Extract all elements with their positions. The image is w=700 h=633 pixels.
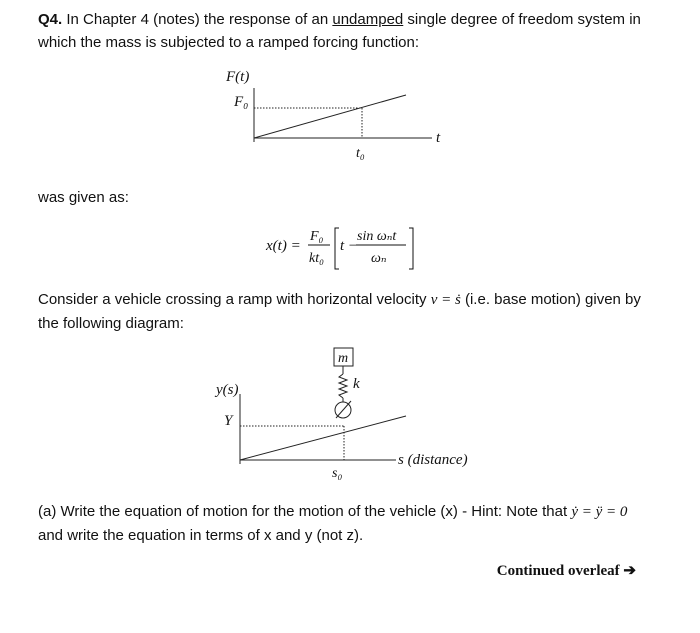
velocity-expression: v = ṡ: [430, 292, 461, 308]
fig1-x-axis-label: t: [436, 130, 441, 146]
fig1-y-label: F(t): [226, 69, 250, 85]
continued-overleaf-note: Continued overleaf ➔: [496, 563, 636, 579]
response-equation: [260, 222, 430, 274]
part-a-text: (a) Write the equation of motion for the motion of the vehicle (x) - Hint: Note that ẏ = ÿ = 0 and write the equation in terms of x and y (not z).: [38, 503, 628, 544]
eq-sin-den: ωₙ: [371, 251, 387, 266]
eq-lhs: x(t) =: [266, 238, 301, 254]
ramp-force-figure: [210, 60, 470, 175]
right-arrow-icon: ➔: [623, 563, 636, 579]
eq-t-term: t −: [340, 238, 359, 254]
fig1-ramp-line: [254, 95, 406, 138]
underlined-word: undamped: [332, 11, 404, 28]
eq-left-bracket: [335, 228, 339, 269]
fig1-level-label: F₀: [234, 94, 249, 110]
fig2-ramp-line: [240, 416, 406, 460]
mass-label: m: [338, 351, 349, 366]
eq-sin-num: sin ωₙt: [357, 229, 397, 244]
fig2-tick-label: s₀: [332, 466, 343, 481]
fig1-tick-label: t₀: [356, 146, 365, 161]
fig2-x-axis-label: s (distance): [398, 452, 468, 468]
fig2-level-label: Y: [224, 413, 233, 429]
question-text: Q4. In Chapter 4 (notes) the response of an undamped single degree of freedom system in which the mass is subjected to a ramped forcing function:: [38, 11, 641, 51]
eq-den: kt₀: [309, 251, 324, 266]
spring-zigzag: [339, 374, 347, 398]
consider-text: Consider a vehicle crossing a ramp with horizontal velocity v = ṡ (i.e. base motion) given by the following diagram:: [38, 291, 641, 332]
question-number: Q4.: [38, 11, 63, 28]
was-given-text: was given as:: [38, 189, 129, 206]
eq-right-bracket: [409, 228, 413, 269]
fig2-y-label: y(s): [216, 382, 239, 398]
spring-label: k: [353, 376, 360, 392]
eq-num: F₀: [310, 229, 324, 244]
hint-expression: ẏ = ÿ = 0: [571, 504, 628, 520]
vehicle-ramp-figure: [200, 342, 500, 482]
